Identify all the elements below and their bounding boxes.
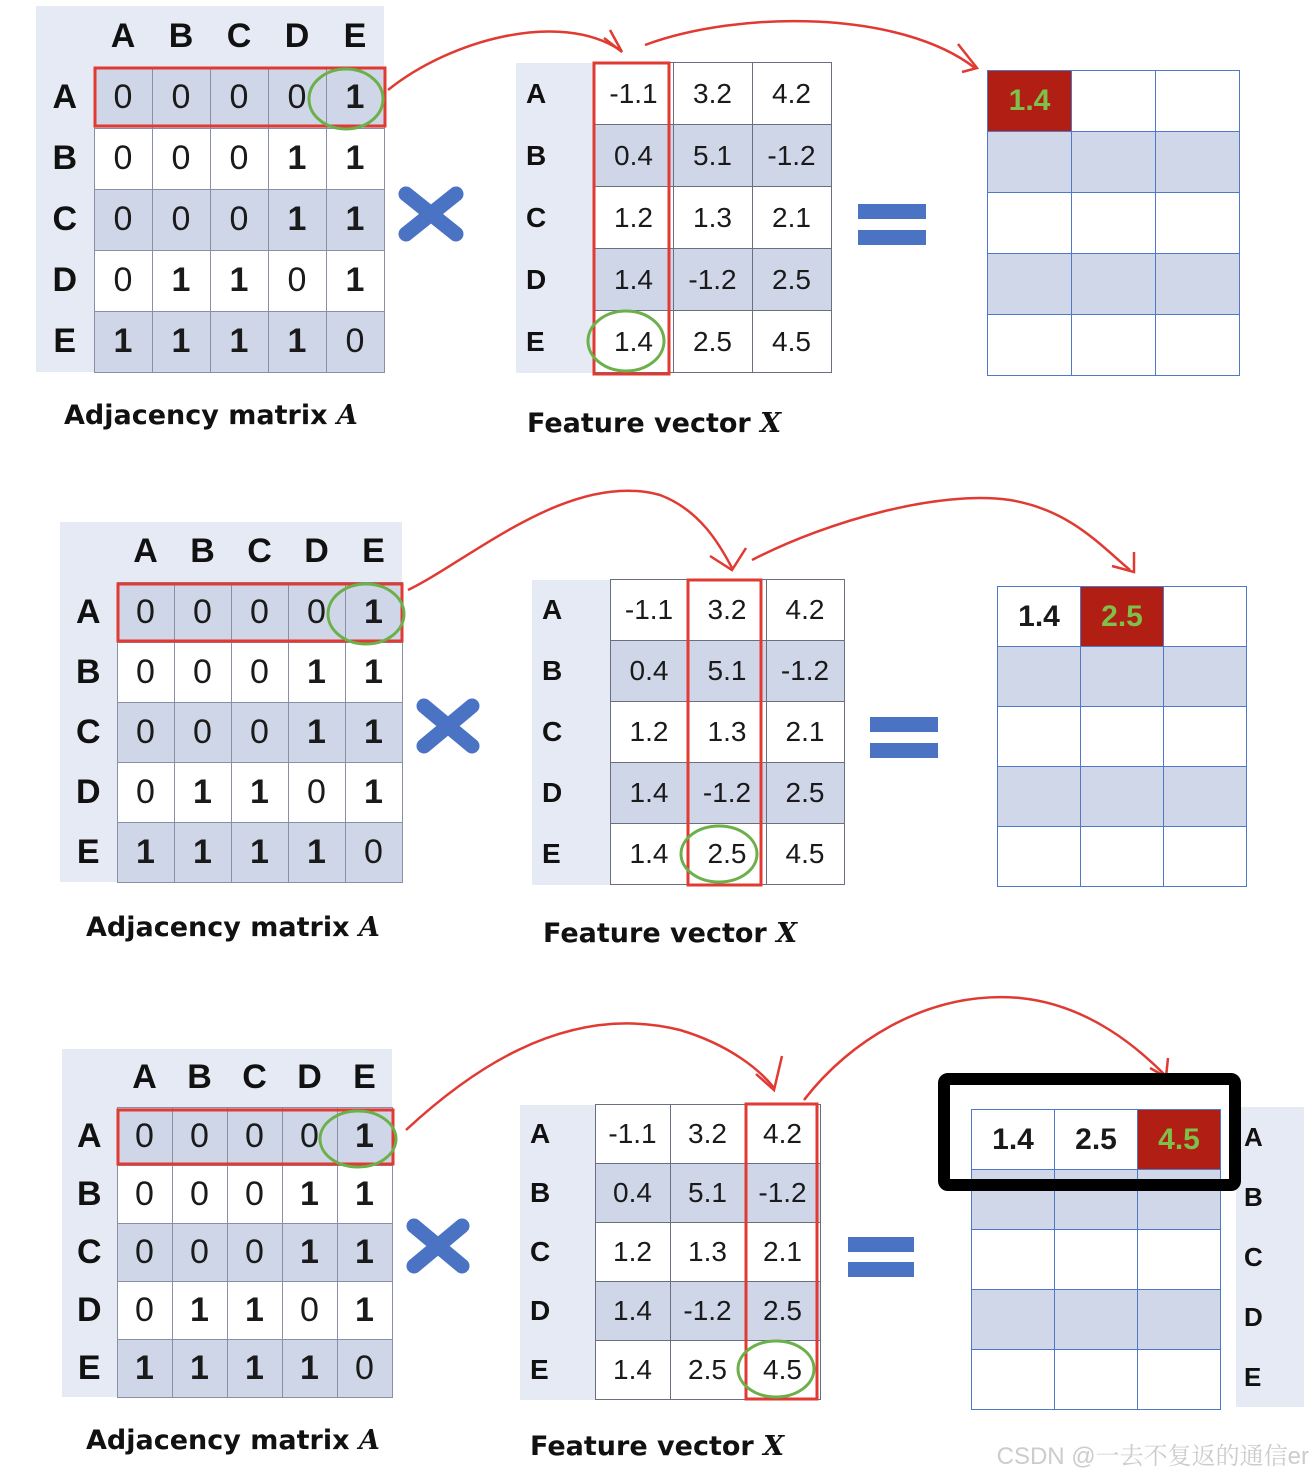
matrix-cell: 0 [288,582,345,642]
row-label: E [62,1339,117,1397]
result-cell: 2.5 [1081,587,1164,647]
matrix-cell: 0.4 [595,1164,670,1223]
matrix-cell: 2.1 [752,187,831,249]
row-label: C [516,187,594,249]
result-cell: 1.4 [988,71,1072,132]
column-label: C [210,6,268,67]
flow-arrow-head [604,30,622,52]
matrix-cell: 3.2 [688,580,766,641]
matrix-cell: 1 [345,642,402,702]
row-highlight-box [118,584,402,641]
entry-circle [309,69,383,129]
column-label: A [117,522,174,582]
matrix-cell: 2.5 [752,249,831,311]
matrix-cell: 0 [227,1165,282,1223]
result-cell: 1.4 [998,587,1081,647]
column-label: A [117,1049,172,1107]
matrix-cell: 0.4 [610,641,688,702]
adjacency-caption-1: Adjacency matrix A [64,400,358,431]
row-label: E [532,824,610,885]
watermark: CSDN @一去不复返的通信er [996,1443,1309,1470]
row-label: A [516,63,594,125]
matrix-cell: 0 [94,67,152,128]
matrix-cell: -1.2 [766,641,844,702]
matrix-cell: 1 [268,128,326,189]
column-label: E [337,1049,392,1107]
row-label: D [62,1281,117,1339]
matrix-cell: 1 [326,250,384,311]
matrix-cell: 1 [345,762,402,822]
matrix-cell: 4.2 [745,1105,820,1164]
row-label: D [516,249,594,311]
row-label: E [520,1341,595,1400]
matrix-cell: 1.2 [595,1223,670,1282]
matrix-cell: 0 [337,1339,392,1397]
matrix-cell: 1 [94,311,152,372]
multiply-icon [424,706,472,746]
matrix-cell: 1.4 [610,763,688,824]
matrix-cell: 4.2 [752,63,831,125]
matrix-cell: 0 [152,67,210,128]
column-label: A [94,6,152,67]
matrix-cell: -1.1 [610,580,688,641]
matrix-cell: 1.3 [688,702,766,763]
matrix-cell: 1 [268,311,326,372]
matrix-cell: 0 [117,1281,172,1339]
matrix-cell: 1 [152,311,210,372]
matrix-cell: 2.5 [673,311,752,373]
matrix-cell: 1 [210,311,268,372]
row-label: C [36,189,94,250]
flow-arrow [406,1023,774,1130]
matrix-cell: 1 [326,189,384,250]
row-label: E [60,822,117,882]
matrix-cell: 0 [117,1223,172,1281]
matrix-cell: 1 [117,822,174,882]
entry-circle [328,584,404,644]
equals-icon [858,204,926,245]
matrix-cell: 0 [227,1107,282,1165]
result-cell: 1.4 [972,1110,1055,1170]
column-label: D [282,1049,337,1107]
matrix-cell: 1.4 [594,311,673,373]
matrix-cell: 1 [152,250,210,311]
matrix-cell: 1 [337,1281,392,1339]
matrix-cell: 1 [345,702,402,762]
column-label: E [345,522,402,582]
matrix-cell: 0 [282,1281,337,1339]
matrix-cell: 1.2 [594,187,673,249]
matrix-cell: 0 [152,189,210,250]
column-label: D [288,522,345,582]
matrix-cell: 0 [94,128,152,189]
matrix-cell: 1.4 [594,249,673,311]
matrix-cell: 4.5 [752,311,831,373]
row-label: B [62,1165,117,1223]
matrix-cell: 5.1 [673,125,752,187]
flow-arrow [388,31,620,90]
matrix-cell: 0 [326,311,384,372]
row-label: C [532,702,610,763]
matrix-cell: 1 [172,1339,227,1397]
row-label: D [520,1282,595,1341]
matrix-cell: 0 [231,642,288,702]
multiply-icon [406,194,456,234]
equals-icon [870,717,938,758]
matrix-cell: 0 [152,128,210,189]
column-label: B [174,522,231,582]
row-label: A [532,580,610,641]
row-label: E [516,311,594,373]
row-label: B [520,1164,595,1223]
adjacency-caption-2: Adjacency matrix A [86,912,380,943]
focus-frame [944,1079,1235,1185]
row-label: C [520,1223,595,1282]
matrix-cell: 0 [174,582,231,642]
feature-caption-2: Feature vector X [543,918,798,949]
matrix-cell: 0 [172,1107,227,1165]
matrix-cell: -1.2 [752,125,831,187]
flow-arrow [645,21,975,68]
matrix-cell: 2.1 [766,702,844,763]
matrix-cell: 1 [231,762,288,822]
matrix-cell: 0 [268,67,326,128]
matrix-cell: 1 [282,1339,337,1397]
matrix-cell: 0 [231,582,288,642]
row-label: B [60,642,117,702]
result-cell: 2.5 [1055,1110,1138,1170]
matrix-cell: 1 [231,822,288,882]
matrix-cell: 0.4 [594,125,673,187]
matrix-cell: 1 [174,762,231,822]
matrix-cell: 4.5 [745,1341,820,1400]
column-highlight-box [746,1104,817,1399]
equals-icon [848,1237,914,1277]
matrix-cell: 5.1 [688,641,766,702]
entry-circle [320,1111,396,1167]
matrix-cell: 0 [172,1165,227,1223]
matrix-cell: 0 [345,822,402,882]
matrix-cell: 0 [268,250,326,311]
row-label: E [1244,1362,1262,1392]
column-label: C [231,522,288,582]
matrix-cell: 0 [117,702,174,762]
matrix-cell: 0 [174,642,231,702]
row-label: A [1244,1122,1263,1152]
column-label: D [268,6,326,67]
matrix-cell: 1 [174,822,231,882]
matrix-cell: 1 [326,67,384,128]
matrix-cell: 2.5 [745,1282,820,1341]
matrix-cell: 0 [210,67,268,128]
entry-circle [738,1341,814,1397]
matrix-cell: 1 [282,1223,337,1281]
matrix-cell: 1.4 [595,1282,670,1341]
row-label: B [516,125,594,187]
matrix-cell: 1.4 [610,824,688,885]
matrix-cell: 0 [117,582,174,642]
matrix-cell: 0 [174,702,231,762]
row-label: E [36,311,94,372]
feature-caption-3: Feature vector X [530,1431,785,1462]
matrix-cell: 3.2 [670,1105,745,1164]
matrix-cell: 3.2 [673,63,752,125]
matrix-cell: 1.3 [670,1223,745,1282]
matrix-cell: 0 [117,1165,172,1223]
column-label: C [227,1049,282,1107]
row-label: B [36,128,94,189]
matrix-cell: 1.3 [673,187,752,249]
matrix-cell: 1 [288,642,345,702]
matrix-cell: 0 [94,189,152,250]
matrix-cell: 1 [345,582,402,642]
matrix-cell: 5.1 [670,1164,745,1223]
feature-caption-1: Feature vector X [527,408,782,439]
entry-circle [681,826,757,882]
matrix-cell: 0 [117,762,174,822]
row-label: B [532,641,610,702]
column-label: B [152,6,210,67]
matrix-cell: -1.2 [688,763,766,824]
matrix-cell: -1.2 [670,1282,745,1341]
matrix-cell: 1 [117,1339,172,1397]
row-highlight-box [95,68,385,126]
matrix-cell: 0 [227,1223,282,1281]
entry-circle [588,311,664,371]
row-highlight-box [118,1110,393,1164]
multiply-icon [414,1226,462,1266]
matrix-cell: 2.5 [688,824,766,885]
matrix-cell: 0 [117,642,174,702]
matrix-cell: 0 [117,1107,172,1165]
matrix-cell: 0 [94,250,152,311]
row-label: D [36,250,94,311]
matrix-cell: 1 [337,1223,392,1281]
flow-arrow [408,491,732,590]
column-highlight-box [594,63,669,374]
matrix-cell: 1.4 [595,1341,670,1400]
matrix-cell: 1 [288,822,345,882]
matrix-cell: -1.1 [595,1105,670,1164]
matrix-cell: 0 [231,702,288,762]
matrix-cell: 4.2 [766,580,844,641]
matrix-cell: 1 [337,1107,392,1165]
matrix-cell: 1 [268,189,326,250]
matrix-cell: 1 [282,1165,337,1223]
matrix-cell: 2.1 [745,1223,820,1282]
matrix-cell: 4.5 [766,824,844,885]
matrix-cell: -1.2 [745,1164,820,1223]
matrix-cell: 0 [172,1223,227,1281]
row-label: C [62,1223,117,1281]
row-label: B [1244,1182,1263,1212]
matrix-cell: -1.1 [594,63,673,125]
row-label: D [532,763,610,824]
row-label: C [1244,1242,1263,1272]
row-label: D [60,762,117,822]
column-label: E [326,6,384,67]
matrix-cell: 1 [210,250,268,311]
matrix-cell: 2.5 [670,1341,745,1400]
matrix-cell: 0 [210,189,268,250]
matrix-cell: 2.5 [766,763,844,824]
adjacency-caption-3: Adjacency matrix A [86,1425,380,1456]
matrix-cell: 0 [282,1107,337,1165]
row-label: A [520,1105,595,1164]
matrix-cell: 0 [210,128,268,189]
row-label: A [62,1107,117,1165]
matrix-cell: 1.2 [610,702,688,763]
matrix-cell: 1 [227,1281,282,1339]
matrix-cell: -1.2 [673,249,752,311]
row-label: A [36,67,94,128]
matrix-cell: 0 [288,762,345,822]
result-cell: 4.5 [1138,1110,1221,1170]
matrix-cell: 1 [227,1339,282,1397]
matrix-cell: 1 [337,1165,392,1223]
column-label: B [172,1049,227,1107]
flow-arrow [752,498,1130,570]
row-label: A [60,582,117,642]
matrix-cell: 1 [288,702,345,762]
matrix-cell: 1 [172,1281,227,1339]
matrix-cell: 1 [326,128,384,189]
row-label: C [60,702,117,762]
row-label: D [1244,1302,1263,1332]
